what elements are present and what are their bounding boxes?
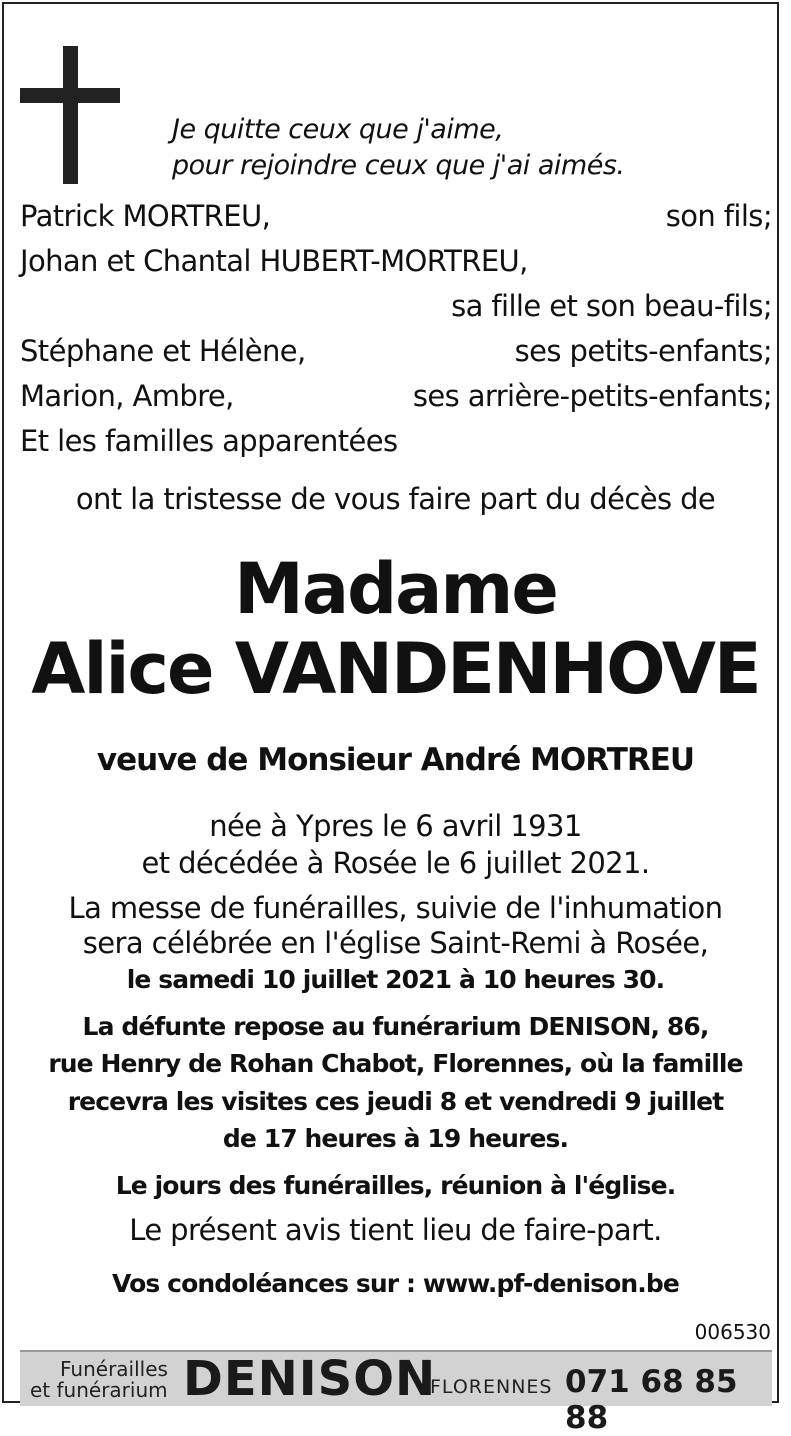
birth-line: née à Ypres le 6 avril 1931 <box>209 809 582 843</box>
family-relation: ses arrière-petits-enfants; <box>412 379 772 413</box>
footer-phone: 071 68 85 88 <box>565 1364 738 1436</box>
quote-line-1: Je quitte ceux que j'aime, <box>172 114 504 145</box>
footer-city: FLORENNES <box>430 1376 553 1398</box>
family-row <box>20 284 772 328</box>
family-name: Et les familles apparentées <box>20 424 398 458</box>
condolences-line: Vos condoléances sur : www.pf-denison.be <box>112 1269 679 1298</box>
family-relation: ses petits-enfants; <box>514 334 772 368</box>
widow-of: veuve de Monsieur André MORTREU <box>96 742 695 778</box>
family-name: Patrick MORTREU, <box>20 199 271 233</box>
family-name: Johan et Chantal HUBERT-MORTREU, <box>20 244 528 278</box>
family-row <box>20 374 772 418</box>
notice-line: Le présent avis tient lieu de faire-part. <box>129 1213 662 1247</box>
visitation-line-3: recevra les visites ces jeudi 8 et vendredi 9 juillet <box>67 1087 724 1116</box>
reference-code: 006530 <box>694 1320 771 1344</box>
funeral-line-1: La messe de funérailles, suivie de l'inhumation <box>68 891 723 925</box>
family-relation: son fils; <box>665 199 772 233</box>
footer-banner <box>20 1350 772 1436</box>
family-row <box>20 194 772 238</box>
gathering-note: Le jours des funérailles, réunion à l'église. <box>115 1171 676 1200</box>
epitaph-quote <box>172 112 624 184</box>
deceased-title: Madame <box>234 548 557 630</box>
quote-line-2: pour rejoindre ceux que j'ai aimés. <box>172 150 625 181</box>
visitation-line-4: de 17 heures à 19 heures. <box>222 1124 569 1153</box>
family-row <box>20 329 772 373</box>
death-line: et décédée à Rosée le 6 juillet 2021. <box>141 846 650 880</box>
family-row <box>20 239 772 283</box>
footer-line-1: Funérailles <box>60 1357 168 1381</box>
funeral-line-2: sera célébrée en l'église Saint-Remi à Rosée, <box>82 926 709 960</box>
deceased-name: Alice VANDENHOVE <box>31 628 760 710</box>
visitation-line-2: rue Henry de Rohan Chabot, Florennes, où la famille <box>48 1049 743 1078</box>
family-name: Stéphane et Hélène, <box>20 334 306 368</box>
brand-name: DENISON <box>183 1351 437 1407</box>
footer-line-2: et funérarium <box>30 1378 168 1402</box>
funeral-date: le samedi 10 juillet 2021 à 10 heures 30. <box>126 965 665 994</box>
announcement: ont la tristesse de vous faire part du décès de <box>75 482 716 516</box>
family-row <box>20 419 772 463</box>
cross-icon <box>20 46 120 184</box>
family-relation: sa fille et son beau-fils; <box>451 289 772 323</box>
visitation-line-1: La défunte repose au funérarium DENISON, 86, <box>82 1012 709 1041</box>
family-name: Marion, Ambre, <box>20 379 234 413</box>
